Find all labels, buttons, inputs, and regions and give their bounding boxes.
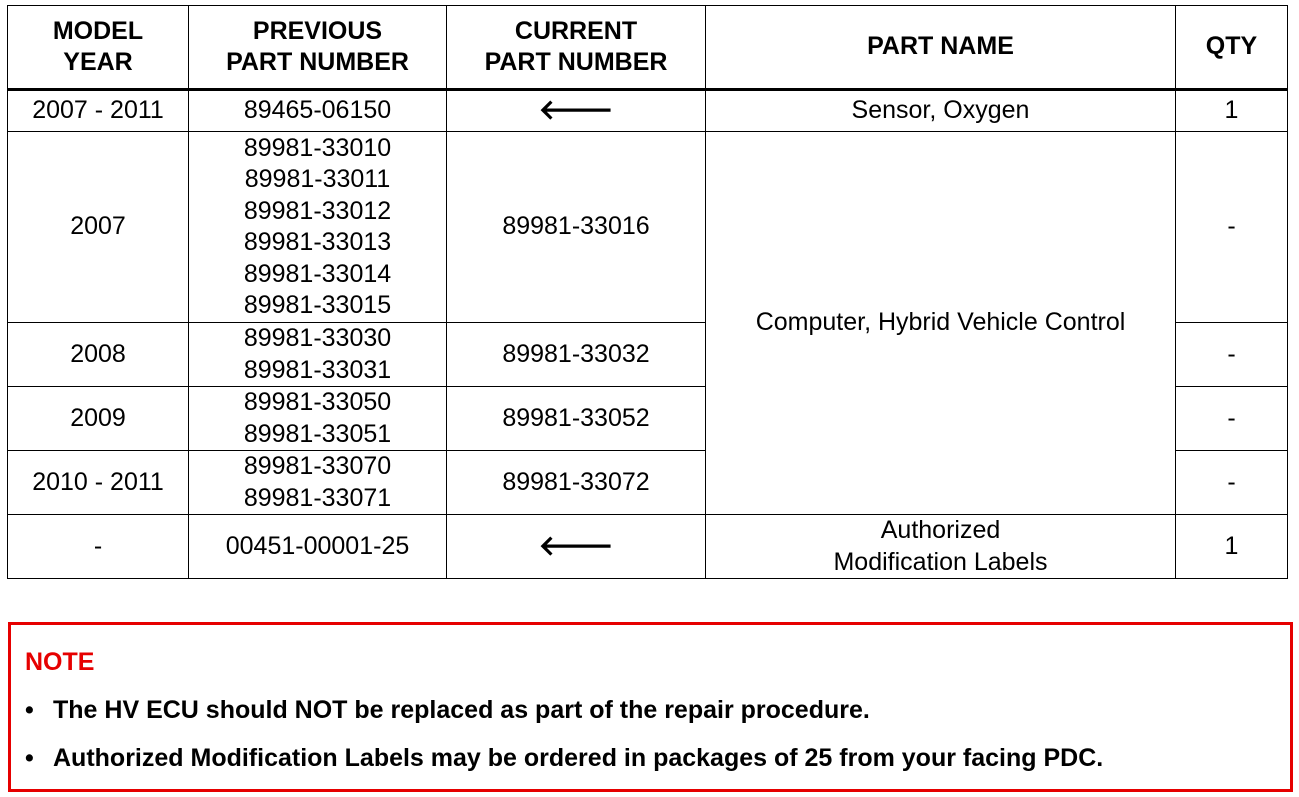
note-item	[25, 744, 1103, 773]
model-year-cell: 2009	[8, 387, 189, 451]
qty-cell: 1	[1176, 515, 1288, 579]
previous-part-cell: 89981-33010 89981-33011 89981-33012 89981-33013 89981-33014 89981-33015	[189, 132, 447, 323]
model-year-cell: 2008	[8, 323, 189, 387]
model-year-cell: 2007 - 2011	[8, 90, 189, 132]
header-previous-part-number: PREVIOUS PART NUMBER	[189, 6, 447, 90]
bullet-icon: •	[25, 744, 34, 772]
header-model-year: MODEL YEAR	[8, 6, 189, 90]
previous-part-cell: 89981-33030 89981-33031	[189, 323, 447, 387]
header-row	[8, 6, 1288, 90]
header-qty: QTY	[1176, 6, 1288, 90]
header-current-part-number: CURRENT PART NUMBER	[447, 6, 706, 90]
table-row	[8, 132, 1288, 323]
model-year-cell: 2010 - 2011	[8, 451, 189, 515]
part-name-cell: Authorized Modification Labels	[706, 515, 1176, 579]
header-part-name: PART NAME	[706, 6, 1176, 90]
previous-part-cell: 89981-33050 89981-33051	[189, 387, 447, 451]
current-part-cell: 89981-33032	[447, 323, 706, 387]
current-part-cell: 89981-33052	[447, 387, 706, 451]
qty-cell: 1	[1176, 90, 1288, 132]
note-item	[25, 696, 870, 725]
previous-part-cell: 00451-00001-25	[189, 515, 447, 579]
left-arrow-icon: 🡐	[538, 94, 614, 126]
model-year-cell: -	[8, 515, 189, 579]
current-part-cell: 89981-33072	[447, 451, 706, 515]
current-part-cell	[447, 90, 706, 132]
model-year-cell: 2007	[8, 132, 189, 323]
note-title: NOTE	[25, 648, 95, 676]
part-name-cell: Sensor, Oxygen	[706, 90, 1176, 132]
bullet-icon: •	[25, 696, 34, 724]
note-box	[8, 622, 1293, 792]
note-item-text: The HV ECU should NOT be replaced as part of the repair procedure.	[53, 696, 870, 724]
table-row	[8, 515, 1288, 579]
current-part-cell: 89981-33016	[447, 132, 706, 323]
left-arrow-icon: 🡐	[538, 529, 614, 561]
table-row	[8, 90, 1288, 132]
qty-cell: -	[1176, 387, 1288, 451]
qty-cell: -	[1176, 323, 1288, 387]
note-item-text: Authorized Modification Labels may be ordered in packages of 25 from your facing PDC.	[53, 744, 1104, 772]
current-part-cell	[447, 515, 706, 579]
qty-cell: -	[1176, 132, 1288, 323]
previous-part-cell: 89981-33070 89981-33071	[189, 451, 447, 515]
part-name-cell: Computer, Hybrid Vehicle Control	[706, 132, 1176, 515]
previous-part-cell: 89465-06150	[189, 90, 447, 132]
parts-table	[7, 5, 1288, 579]
qty-cell: -	[1176, 451, 1288, 515]
